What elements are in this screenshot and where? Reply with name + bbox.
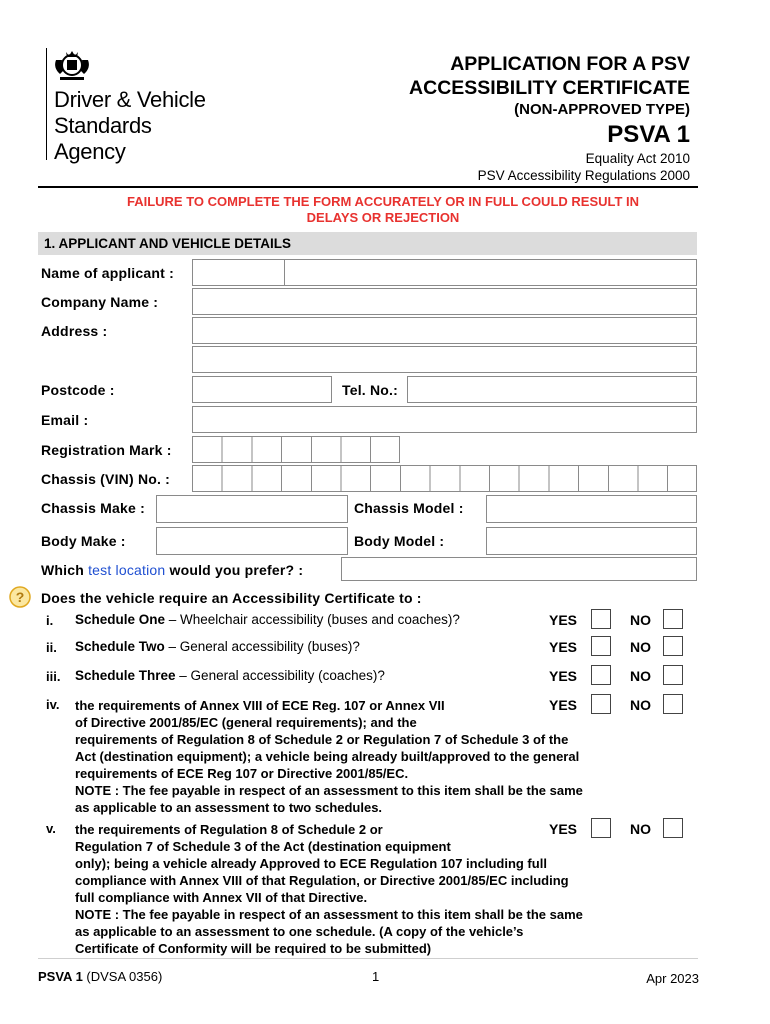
no-label: NO [630, 697, 651, 713]
para-line: as applicable to an assessment to two schedules. [75, 800, 383, 815]
agency-name [54, 87, 206, 165]
item-bold: Schedule Three [75, 668, 176, 683]
item-text [75, 639, 360, 654]
page-number: 1 [372, 969, 380, 984]
address-field-2[interactable] [192, 346, 697, 373]
no-label: NO [630, 612, 651, 628]
header-rule [38, 186, 698, 188]
section-header [38, 232, 697, 255]
email-field[interactable] [192, 406, 697, 433]
item-number: iii. [46, 669, 61, 684]
agency-line-1: Driver & Vehicle [54, 87, 206, 112]
chassis-make-label: Chassis Make : [41, 500, 145, 516]
form-subtitle: (NON-APPROVED TYPE) [514, 101, 690, 118]
item-bold: Schedule Two [75, 639, 165, 654]
item-paragraph [75, 697, 583, 816]
footer-date: Apr 2023 [646, 971, 699, 986]
para-line: requirements of Regulation 8 of Schedule 2 or Regulation 7 of Schedule 3 of the [75, 732, 569, 747]
warning-line-2: DELAYS OR REJECTION [306, 210, 460, 225]
chassis-vin-label: Chassis (VIN) No. : [41, 471, 171, 487]
para-line: compliance with Annex VIII of that Regulation, or Directive 2001/85/EC including [75, 873, 569, 888]
name-label: Name of applicant : [41, 265, 174, 281]
para-line: the requirements of Regulation 8 of Schedule 2 or [75, 822, 383, 837]
name-first-field[interactable] [192, 259, 285, 286]
test-location-post: would you prefer? : [169, 562, 304, 578]
test-location-pre: Which [41, 562, 84, 578]
no-checkbox[interactable] [663, 665, 683, 685]
form-title-line-1: APPLICATION FOR A PSV [450, 53, 690, 75]
legislation-ref-2: PSV Accessibility Regulations 2000 [477, 168, 690, 183]
no-checkbox[interactable] [663, 609, 683, 629]
agency-line-3: Agency [54, 139, 126, 164]
footer-code-rest: (DVSA 0356) [82, 969, 163, 984]
body-model-label: Body Model : [354, 533, 445, 549]
tel-label: Tel. No.: [342, 382, 398, 398]
para-line: Regulation 7 of Schedule 3 of the Act (destination equipment [75, 839, 451, 854]
item-rest: – Wheelchair accessibility (buses and coaches)? [165, 612, 460, 627]
chassis-model-label: Chassis Model : [354, 500, 464, 516]
no-label: NO [630, 639, 651, 655]
svg-text:?: ? [15, 589, 25, 605]
email-label: Email : [41, 412, 89, 428]
para-line: full compliance with Annex VII of that Directive. [75, 890, 368, 905]
yes-label: YES [549, 639, 578, 655]
company-field[interactable] [192, 288, 697, 315]
no-label: NO [630, 821, 651, 837]
para-line: requirements of ECE Reg 107 or Directive 2001/85/EC. [75, 766, 409, 781]
name-field[interactable] [284, 259, 697, 286]
postcode-field[interactable] [192, 376, 332, 403]
yes-label: YES [549, 668, 578, 684]
yes-checkbox[interactable] [591, 665, 611, 685]
no-checkbox[interactable] [663, 818, 683, 838]
registration-field[interactable] [192, 436, 400, 463]
warning-text [38, 194, 728, 226]
accessibility-question: Does the vehicle require an Accessibility Certificate to : [41, 590, 422, 606]
logo-divider [46, 48, 47, 160]
yes-checkbox[interactable] [591, 694, 611, 714]
para-line: Act (destination equipment); a vehicle being already built/approved to the general [75, 749, 580, 764]
registration-label: Registration Mark : [41, 442, 172, 458]
item-text [75, 668, 385, 683]
yes-checkbox[interactable] [591, 636, 611, 656]
para-line: the requirements of Annex VIII of ECE Reg. 107 or Annex VII [75, 698, 445, 713]
address-field-1[interactable] [192, 317, 697, 344]
postcode-label: Postcode : [41, 382, 115, 398]
test-location-link[interactable]: test location [88, 562, 166, 578]
form-code: PSVA 1 [607, 121, 690, 148]
test-location-label [41, 562, 303, 578]
para-line: Certificate of Conformity will be required to be submitted) [75, 941, 432, 956]
body-model-field[interactable] [486, 527, 697, 555]
item-bold: Schedule One [75, 612, 166, 627]
para-line: of Directive 2001/85/EC (general requirements); and the [75, 715, 417, 730]
body-make-label: Body Make : [41, 533, 126, 549]
test-location-field[interactable] [341, 557, 697, 581]
item-rest: – General accessibility (coaches)? [175, 668, 385, 683]
form-title [409, 52, 690, 100]
item-number: ii. [46, 640, 57, 655]
item-number: iv. [46, 697, 60, 712]
chassis-model-field[interactable] [486, 495, 697, 523]
legislation-ref-1: Equality Act 2010 [585, 151, 690, 166]
item-text [75, 612, 460, 627]
chassis-make-field[interactable] [156, 495, 348, 523]
para-line: only); being a vehicle already Approved to ECE Regulation 107 including full [75, 856, 547, 871]
item-number: v. [46, 821, 56, 836]
yes-label: YES [549, 821, 578, 837]
yes-label: YES [549, 612, 578, 628]
yes-checkbox[interactable] [591, 609, 611, 629]
footer-code-bold: PSVA 1 [38, 969, 83, 984]
help-icon[interactable] [9, 586, 31, 608]
footer-rule [38, 958, 698, 959]
yes-checkbox[interactable] [591, 818, 611, 838]
para-line: NOTE : The fee payable in respect of an assessment to this item shall be the same [75, 907, 583, 922]
item-paragraph [75, 821, 583, 957]
no-checkbox[interactable] [663, 636, 683, 656]
footer-form-code [38, 969, 162, 984]
item-rest: – General accessibility (buses)? [164, 639, 360, 654]
section-title: 1. APPLICANT AND VEHICLE DETAILS [44, 236, 292, 251]
para-line: as applicable to an assessment to one schedule. (A copy of the vehicle’s [75, 924, 524, 939]
chassis-vin-field[interactable] [192, 465, 697, 492]
agency-line-2: Standards [54, 113, 152, 138]
form-title-line-2: ACCESSIBILITY CERTIFICATE [409, 77, 690, 99]
body-make-field[interactable] [156, 527, 348, 555]
no-checkbox[interactable] [663, 694, 683, 714]
crest-icon [52, 46, 92, 82]
tel-field[interactable] [407, 376, 697, 403]
para-line: NOTE : The fee payable in respect of an assessment to this item shall be the same [75, 783, 583, 798]
no-label: NO [630, 668, 651, 684]
warning-line-1: FAILURE TO COMPLETE THE FORM ACCURATELY OR IN FULL COULD RESULT IN [126, 194, 640, 209]
address-label: Address : [41, 323, 108, 339]
yes-label: YES [549, 697, 578, 713]
company-label: Company Name : [41, 294, 159, 310]
item-number: i. [46, 613, 54, 628]
